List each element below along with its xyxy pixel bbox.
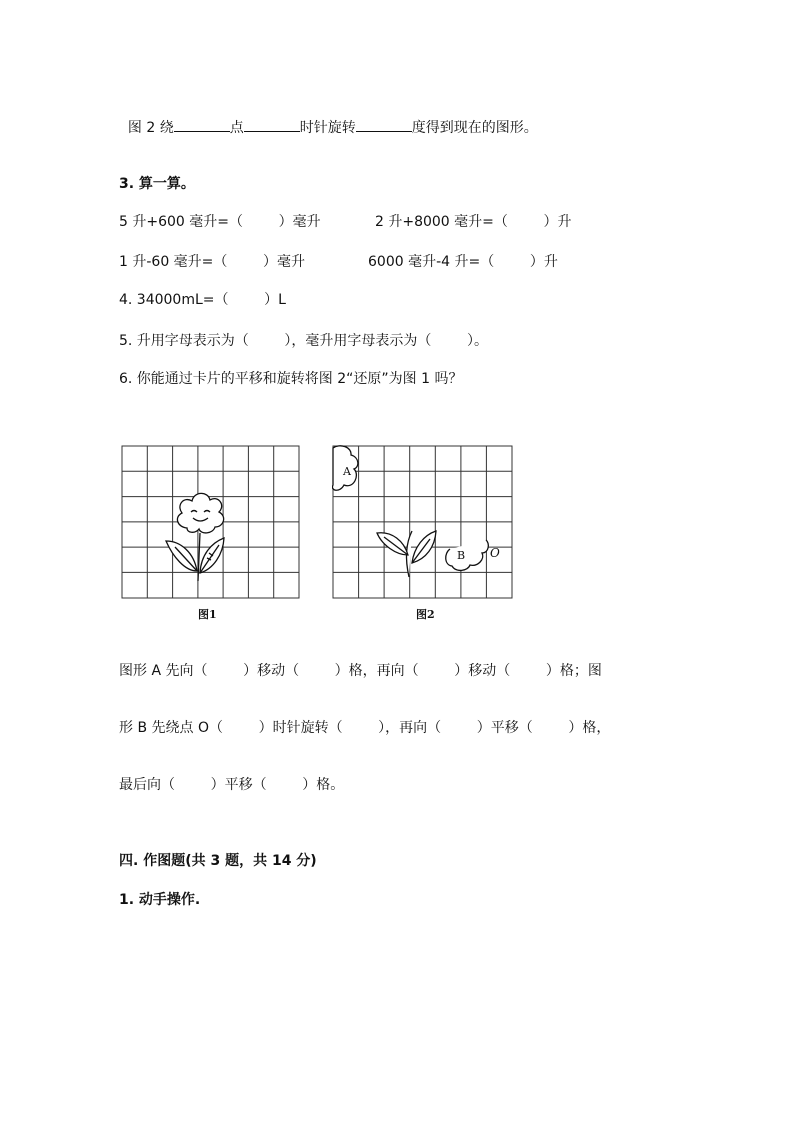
text-part: 时针旋转 <box>299 120 356 136</box>
answer-blank-point[interactable] <box>174 117 230 132</box>
leaf-icon <box>166 533 224 581</box>
question-3-row1-right: 2 升+8000 毫升=（ ）升 <box>375 214 572 230</box>
figure-1-caption: 图1 <box>198 608 217 621</box>
figure-2-grid <box>332 445 514 601</box>
shape-b-icon <box>446 540 489 570</box>
text-part: 点 <box>229 120 244 136</box>
figure-1-grid <box>121 445 301 601</box>
question-5: 5. 升用字母表示为（ ），毫升用字母表示为（ ）。 <box>119 333 489 349</box>
flower-head-icon <box>177 493 223 533</box>
point-o-label: O <box>490 546 500 560</box>
question-6-answer-line3: 最后向（ ）平移（ ）格。 <box>119 777 345 793</box>
section-4-question-1: 1. 动手操作. <box>119 892 201 908</box>
question-6-answer-line1: 图形 A 先向（ ）移动（ ）格，再向（ ）移动（ ）格；图 <box>119 663 602 679</box>
answer-blank-direction[interactable] <box>244 117 300 132</box>
text-part: 度得到现在的图形。 <box>411 120 538 136</box>
question-3-row2-left: 1 升-60 毫升=（ ）毫升 <box>119 254 306 270</box>
shape-a-label: A <box>343 465 351 478</box>
question-3-row1-left: 5 升+600 毫升=（ ）毫升 <box>119 214 321 230</box>
question-6-title: 6. 你能通过卡片的平移和旋转将图 2“还原”为图 1 吗？ <box>119 371 463 387</box>
question-6-answer-line2: 形 B 先绕点 O（ ）时针旋转（ ），再向（ ）平移（ ）格， <box>119 720 611 736</box>
shape-b-label: B <box>457 549 466 562</box>
text-part: 图 2 绕 <box>127 120 174 136</box>
answer-blank-degree[interactable] <box>356 117 412 132</box>
question-4: 4. 34000mL=（ ）L <box>119 292 286 308</box>
figure-2-caption: 图2 <box>416 608 435 621</box>
leaf-pair-icon <box>377 531 436 577</box>
question-3-row2-right: 6000 毫升-4 升=（ ）升 <box>368 254 558 270</box>
question-3-title: 3. 算一算。 <box>119 176 195 192</box>
section-4-heading: 四. 作图题(共 3 题，共 14 分) <box>119 853 317 869</box>
rotation-question-line <box>119 97 538 138</box>
